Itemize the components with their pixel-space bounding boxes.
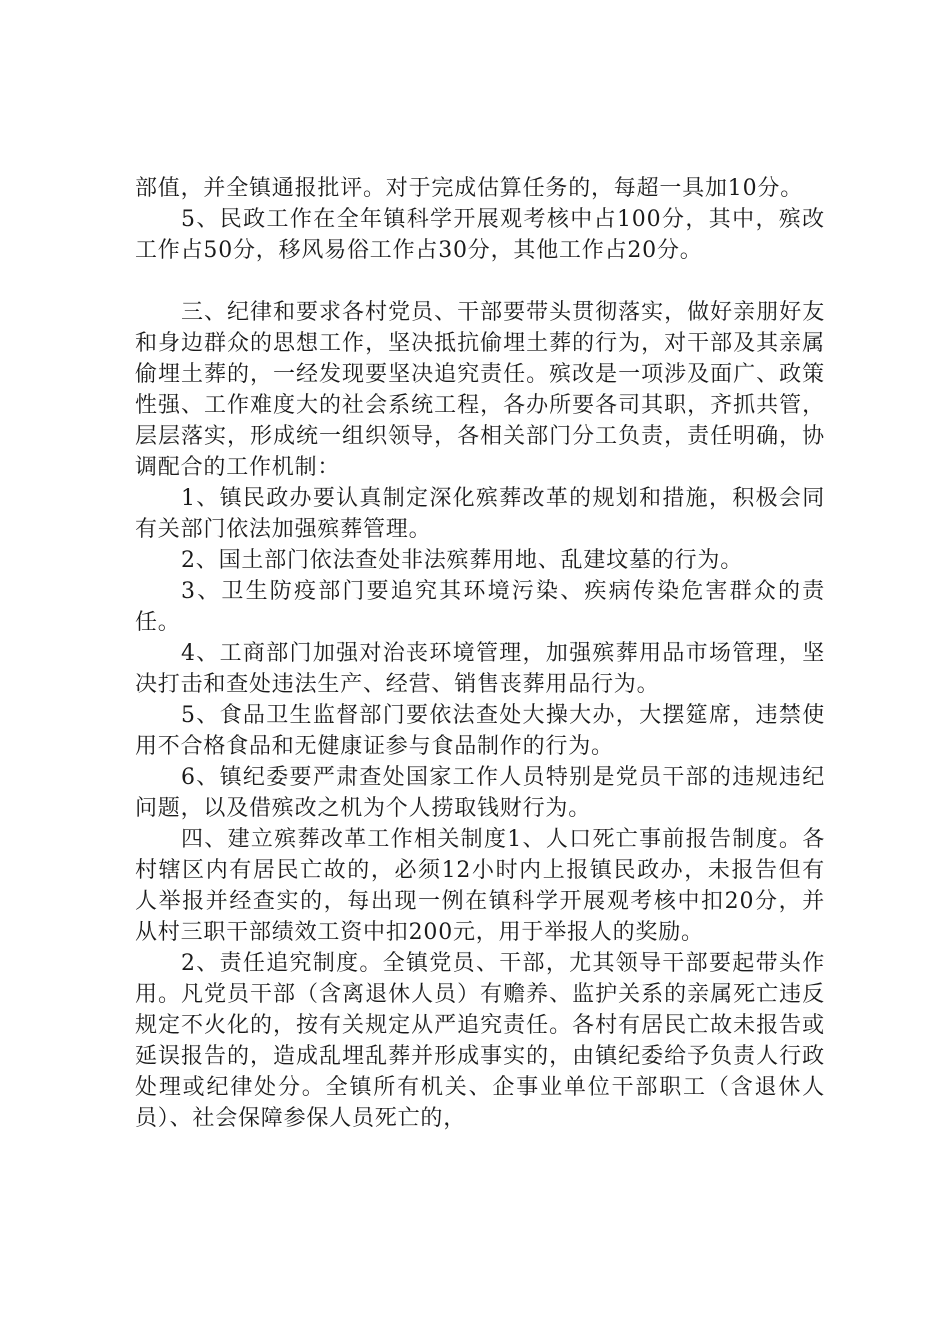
paragraph-4: 1、镇民政办要认真制定深化殡葬改革的规划和措施，积极会同有关部门依法加强殡葬管理。 [135, 486, 825, 542]
paragraph-3: 三、纪律和要求各村党员、干部要带头贯彻落实，做好亲朋好友和身边群众的思想工作，坚决抵抗偷埋土葬的行为，对干部及其亲属偷埋土葬的，一经发现要坚决追究责任。殡改是一项涉及面广、政策性强、工作难度大的社会系统工程，各办所要各司其职，齐抓共管，层层落实，形成统一组织领导，各相关部门分工负责，责任明确，协调配合的工作机制： [135, 300, 825, 480]
paragraph-8: 5、食品卫生监督部门要依法查处大操大办，大摆筵席，违禁使用不合格食品和无健康证参与食品制作的行为。 [135, 703, 825, 759]
paragraph-2: 5、民政工作在全年镇科学开展观考核中占100分，其中，殡改工作占50分，移风易俗工作占30分，其他工作占20分。 [135, 207, 825, 263]
paragraph-9: 6、镇纪委要严肃查处国家工作人员特别是党员干部的违规违纪问题，以及借殡改之机为个人捞取钱财行为。 [135, 765, 825, 821]
paragraph-1: 部值，并全镇通报批评。对于完成估算任务的，每超一具加10分。 [135, 176, 803, 201]
paragraph-spacer [135, 266, 825, 297]
document-body [135, 173, 825, 1134]
paragraph-6: 3、卫生防疫部门要追究其环境污染、疾病传染危害群众的责任。 [135, 579, 825, 635]
paragraph-10: 四、建立殡葬改革工作相关制度1、人口死亡事前报告制度。各村辖区内有居民亡故的，必须12小时内上报镇民政办，未报告但有人举报并经查实的，每出现一例在镇科学开展观考核中扣20分，并从村三职干部绩效工资中扣200元，用于举报人的奖励。 [135, 827, 825, 945]
paragraph-11: 2、责任追究制度。全镇党员、干部，尤其领导干部要起带头作用。凡党员干部（含离退休人员）有赡养、监护关系的亲属死亡违反规定不火化的，按有关规定从严追究责任。各村有居民亡故未报告或延误报告的，造成乱埋乱葬并形成事实的，由镇纪委给予负责人行政处理或纪律处分。全镇所有机关、企事业单位干部职工（含退休人员）、社会保障参保人员死亡的， [135, 951, 825, 1131]
paragraph-7: 4、工商部门加强对治丧环境管理，加强殡葬用品市场管理，坚决打击和查处违法生产、经营、销售丧葬用品行为。 [135, 641, 825, 697]
paragraph-5: 2、国土部门依法查处非法殡葬用地、乱建坟墓的行为。 [181, 548, 743, 573]
